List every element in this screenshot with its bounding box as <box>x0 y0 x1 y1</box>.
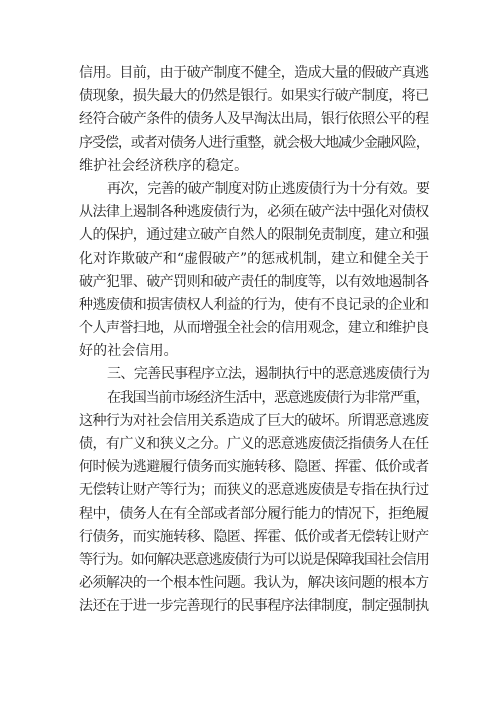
text-line: 这种行为对社会信用关系造成了巨大的破坏。所谓恶意逃废 <box>79 412 429 429</box>
text-line: 个人声誉扫地，从而增强全社会的信用观念，建立和维护良 <box>79 320 429 337</box>
text-line: 化对诈欺破产和“虚假破产”的惩戒机制，建立和健全关于 <box>79 250 429 267</box>
text-line: 法还在于进一步完善现行的民事程序法律制度，制定强制执 <box>79 598 429 615</box>
text-line: 债，有广义和狭义之分。广义的恶意逃废债泛指债务人在任 <box>79 436 429 452</box>
paragraph-first-line: 再次，完善的破产制度对防止逃废债行为十分有效。要 <box>107 180 430 197</box>
paragraph-first-line: 在我国当前市场经济生活中，恶意逃废债行为非常严重， <box>107 389 429 406</box>
text-line: 序受偿，或者对债务人进行重整，就会极大地减少金融风险， <box>79 134 429 151</box>
text-line: 行债务，而实施转移、隐匿、挥霍、低价或者无偿转让财产 <box>79 528 429 545</box>
text-line: 何时候为逃避履行债务而实施转移、隐匿、挥霍、低价或者 <box>79 459 429 476</box>
text-line: 等行为。如何解决恶意逃废债行为可以说是保障我国社会信用 <box>79 551 429 568</box>
text-line: 必须解决的一个根本性问题。我认为，解决该问题的根本方 <box>79 575 429 592</box>
text-line: 破产犯罪、破产罚则和破产责任的制度等，以有效地遏制各 <box>79 273 429 290</box>
text-line: 程中，债务人在有全部或者部分履行能力的情况下，拒绝履 <box>79 505 429 522</box>
text-line: 无偿转让财产等行为；而狭义的恶意逃废债是专指在执行过 <box>79 482 429 499</box>
text-line: 经符合破产条件的债务人及早淘汰出局，银行依照公平的程 <box>79 111 429 128</box>
text-line: 好的社会信用。 <box>79 343 178 360</box>
text-line: 债现象，损失最大的仍然是银行。如果实行破产制度，将已 <box>79 88 429 105</box>
text-line: 从法律上遏制各种逃废债行为，必须在破产法中强化对债权 <box>79 204 429 221</box>
document-body <box>79 62 429 619</box>
text-line: 维护社会经济秩序的稳定。 <box>79 157 249 174</box>
text-line: 人的保护，通过建立破产自然人的限制免责制度，建立和强 <box>79 227 429 244</box>
text-line: 信用。目前，由于破产制度不健全，造成大量的假破产真逃 <box>79 65 429 81</box>
paragraph-first-line: 三、完善民事程序立法，遏制执行中的恶意逃废债行为 <box>107 366 430 383</box>
text-line: 种逃废债和损害债权人利益的行为，使有不良记录的企业和 <box>79 296 429 313</box>
